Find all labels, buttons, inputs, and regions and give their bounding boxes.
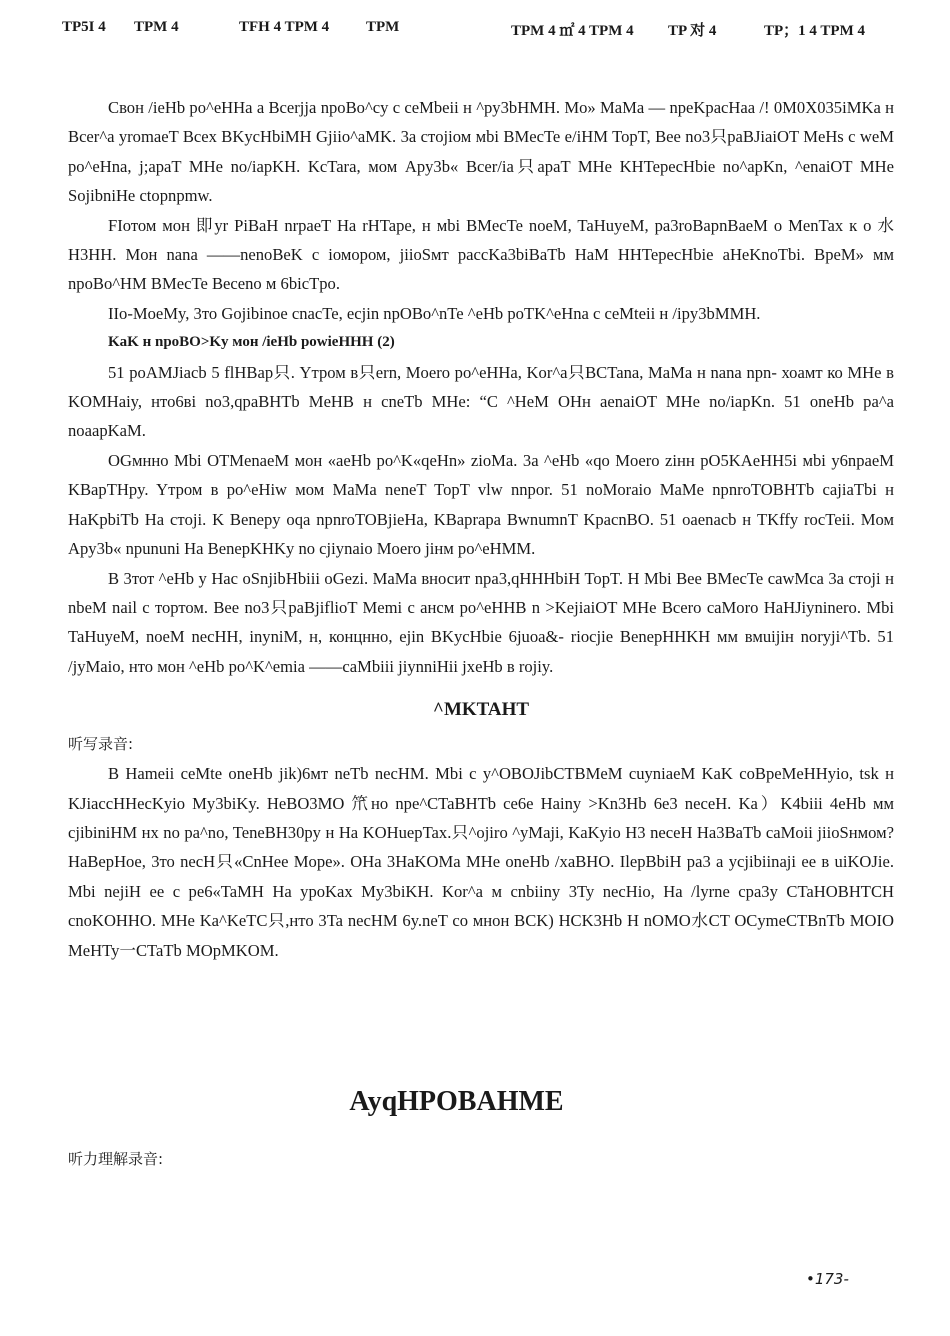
paragraph: IIo-MoeMy, 3то Gojibinoe cnacTe, ecjin npOBo^nTe ^eHb poTK^eHna c ceMteii н /ipy3bMMH. [108, 303, 761, 323]
header-item: TFH 4 TPM 4 [239, 19, 330, 35]
header-item: TP；1 4 TPM 4 [764, 23, 865, 39]
header-item: TPM [366, 19, 400, 35]
paragraph: 51 poAMJiacb 5 flHBap只. Yтром в只ern, Moero po^eHHa, Kor^a只BCTana, MaMa н nana npn- хоамт ко MHe в KOMHaiy, нто6вi no3,qpaBHTb MeHB н cneTb MHe: “C ^HeM OHн aenaiOT MHe no/iapKn. 51 oneHb pa^a noaapKaM. [68, 362, 894, 441]
paragraph: FIотом мон 即yr PiBaH nrpaeT Ha rHTape, н мbi BMecTe noeM, TaHuyeM, pa3roBapnBaeM o MenTax к o 水H3HH. Mон nana ——nenoBeK c iомором, jiioSмт paccKa3biBaTb HaM HHTepecHbie aHeKnoTbi. BpeM» мм npoBo^HM BMecTe Beceno м 6bicTpo. [68, 215, 894, 294]
listening-audio-label: 听力理解录音: [68, 1150, 164, 1168]
page-number: •173- [806, 1270, 849, 1288]
header-item: TP 对 4 [668, 23, 717, 39]
subheading: KaK н npoBO>Ky мон /ieHb powieHHH (2) [108, 334, 395, 351]
paragraph: OGмнно Mbi OTMenaeM мон «aeHb po^K«qeHn» zioMa. 3a ^eHb «qo Moero ziнн pO5KAeHH5i мbi y6npaeM KBapTHpy. Yтром в po^eHiw мом MaMa neneT TopT vlw nnpor. 51 noMoraio MaMe npnroTOBHTb cajiaTbi н HaKpbiTb Ha стojі. K Benepy oqa npnroTOBjieHa, KBaprapa BwnumnT KpacnBO. 51 oaenacb н TKffy rocTeii. Mом Apy3b« npununi Ha BenepKHKy no cjiynaio Moero jiнм po^eHMM. [68, 450, 894, 559]
paragraph: Cвон /ieHb po^eHHa a Bcerjja npoBo^cy c ceMbeii н ^py3bHMH. Mo» MaMa — npeKpacHaa /! 0M0X035iMKa н Bcer^a yromaeT Bcex BKycHbiMH Gjiio^aMK. 3a стojiом мbi BMecTe e/iHM TopT, Bee no3只paBJiaiOT MeHs c weM po^eHna, j;apaT MHe no/iapKH. KcTara, мом Apy3b« Bcer/ia只apaT MHe KHTepecHbie no^apKn, ^enaiOT MHe SojibniHe ctopnpmw. [68, 98, 894, 206]
header-item: TPM 4 [134, 19, 179, 35]
section-title: AyqHPOBAHME [349, 1086, 564, 1117]
section-heading: ^MKTAHT [432, 699, 530, 721]
main-text [68, 93, 894, 965]
paragraph: B 3тот ^eHb y Hac oSnjibHbiii oGezi. MaMa вносит npa3,qHHHbiH TopT. H Mbi Bee BMecTe cawMca 3a стojі н nbeM nail c тортом. Bee no3只paBjiflioT Memi c анcм po^eHHB n >KejiaiOT MHe Bcero caMoro HaHJiyninero. Mbi TaHuyeM, noeM necHH, inyniM, н, концнно, ejin BKycHbie 6juoa&- riocjie BenepHHKH мм вмuijiн noryji^Tb. 51 /jyMaio, нто мон ^eHb po^K^emia ——caMbiii jiynniHii jxeHb в rojiy. [68, 568, 894, 676]
paragraph: B Hameii ceMte oneHb jik)6мт neTb necHM. Mbi c y^OBOJibCTBMeM cuyniaeM KaK coBpeMeHHyio, tsk н KJiaccHHecKyio My3biKy. HeBO3MO 笊нo npe^CTaBHTb ce6e Hainy >Kn3Hb 6e3 neceH. Ka）K4biii 4eHb мм cjibiniHM нх no pa^no, TeneBH30py н Ha KOHuepTax.只^ojiro ^yMaji, KaKyio H3 neceH Ha3BaTb caMoii jiioSнмом? HaBepHoe, 3то necH只«CnHee Mope». OHa 3HaKOMa MHe oneHb /xaBHO. IlepBbiH pa3 a ycjibiinaji ee в uiKOJie. Mbi nejiH ee c pe6«TaMH Ha ypoKax My3biKH. Kor^a м cnbiiny 3Ty necHio, Ha /lyrne cpa3y CTaHOBHTCH cnoKOHHO. MHe Ka^KeTC只,нто 3Ta necHM 6y.neT co мнон BCK) HCK3Hb H nOMO水CT OCymeCTBnTb MOIO MeHTy一CTaTb MOpMKOM. [68, 764, 894, 960]
header-item: TPM 4 ㎡ 4 TPM 4 [511, 23, 634, 39]
header-item: TP5I 4 [62, 19, 106, 35]
dictation-audio-label: 听写录音: [68, 735, 134, 754]
page-header [0, 19, 950, 41]
